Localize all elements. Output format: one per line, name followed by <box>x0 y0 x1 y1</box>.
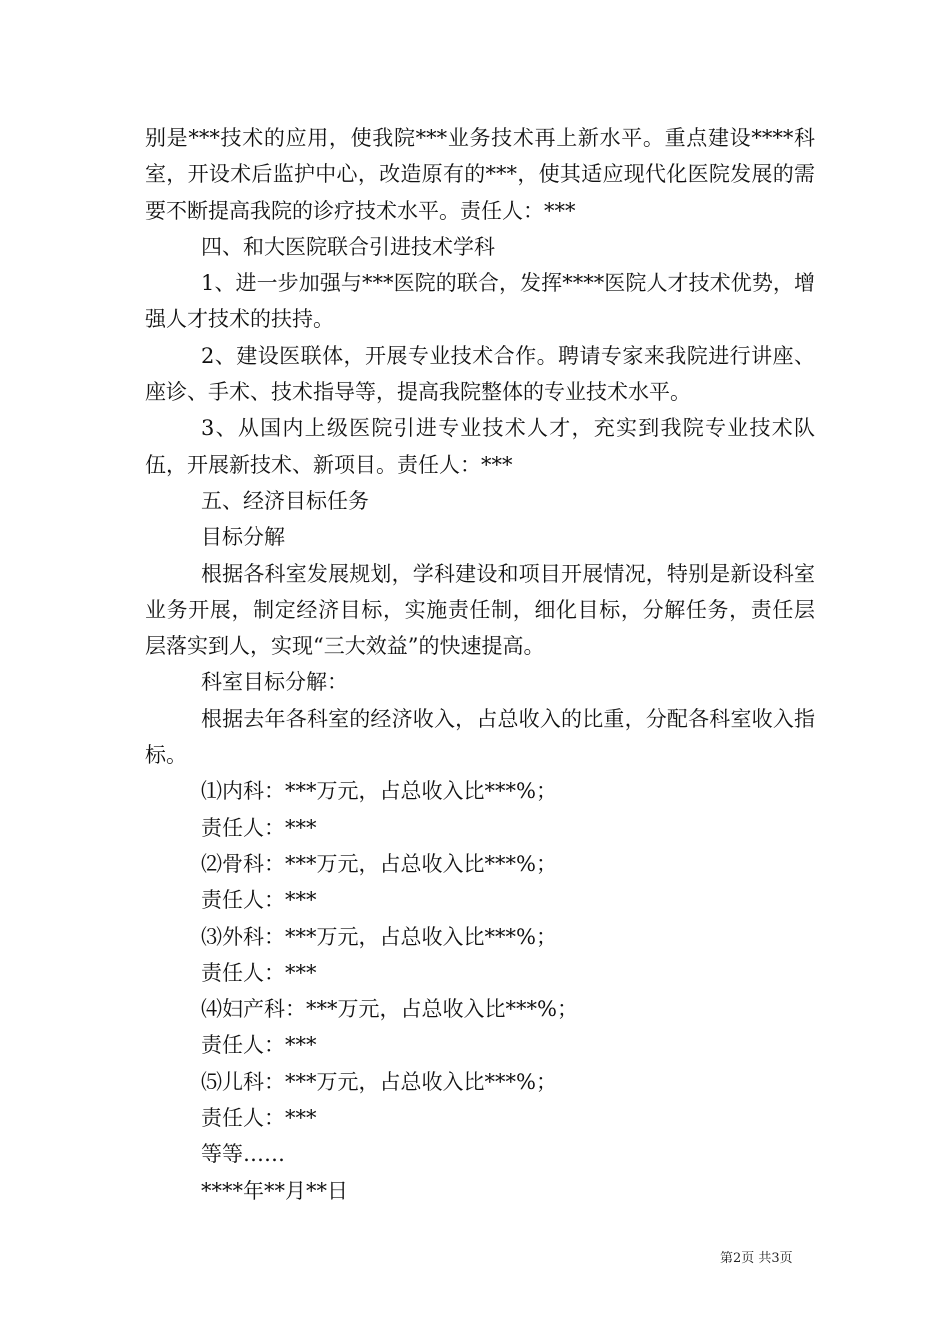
document-body <box>145 120 815 1209</box>
list-item: ⑴内科：***万元，占总收入比***%； <box>201 779 557 804</box>
responsible-person: 责任人：*** <box>201 888 317 913</box>
responsible-person: 责任人：*** <box>201 960 317 985</box>
responsible-person: 责任人：*** <box>201 1106 317 1131</box>
subheading: 科室目标分解： <box>201 670 348 695</box>
paragraph: 根据各科室发展规划，学科建设和项目开展情况，特别是新设科室业务开展，制定经济目标，实施责任制，细化目标，分解任务，责任层层落实到人，实现“三大效益”的快速提高。 <box>145 561 815 659</box>
subheading: 目标分解 <box>201 525 285 550</box>
section-heading: 五、经济目标任务 <box>201 488 369 513</box>
paragraph: 别是***技术的应用，使我院***业务技术再上新水平。重点建设****科室，开设术后监护中心，改造原有的***，使其适应现代化医院发展的需要不断提高我院的诊疗技术水平。责任人：*** <box>145 126 815 223</box>
date-line: ****年**月**日 <box>201 1178 348 1203</box>
paragraph: 根据去年各科室的经济收入，占总收入的比重，分配各科室收入指标。 <box>145 706 815 768</box>
paragraph: 等等…… <box>201 1142 285 1167</box>
page-number: 第2页 共3页 <box>720 1251 793 1266</box>
list-item: ⑵骨科：***万元，占总收入比***%； <box>201 851 557 876</box>
responsible-person: 责任人：*** <box>201 815 317 840</box>
section-heading: 四、和大医院联合引进技术学科 <box>201 234 495 259</box>
list-item: ⑸儿科：***万元，占总收入比***%； <box>201 1069 557 1094</box>
list-item: ⑷妇产科：***万元，占总收入比***%； <box>201 997 578 1022</box>
paragraph: 1、进一步加强与***医院的联合，发挥****医院人才技术优势，增强人才技术的扶持。 <box>145 271 815 332</box>
list-item: ⑶外科：***万元，占总收入比***%； <box>201 924 557 949</box>
responsible-person: 责任人：*** <box>201 1033 317 1058</box>
paragraph: 3、从国内上级医院引进专业技术人才，充实到我院专业技术队伍，开展新技术、新项目。责任人：*** <box>145 416 815 477</box>
paragraph: 2、建设医联体，开展专业技术合作。聘请专家来我院进行讲座、座诊、手术、技术指导等，提高我院整体的专业技术水平。 <box>145 343 815 405</box>
